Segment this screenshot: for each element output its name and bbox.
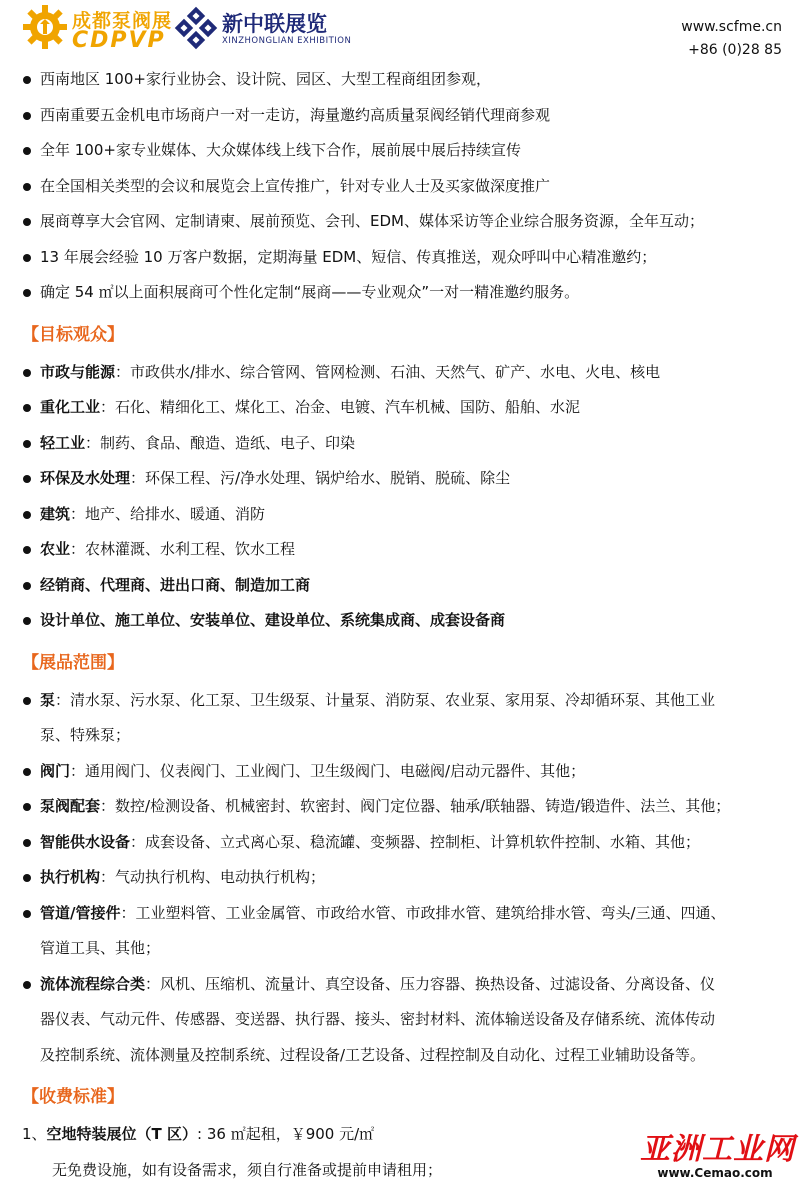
exhibit-item [22,860,786,896]
audience-text: 石化、精细化工、煤化工、冶金、电镀、汽车机械、国防、船舶、水泥 [115,398,581,416]
separator: ： [70,504,86,523]
audience-label: 轻工业 [40,433,86,452]
xinzhonglian-logo-en: XINZHONGLIAN EXHIBITION [222,36,352,46]
promo-item: 13 年展会经验 10 万客户数据，定期海量 EDM、短信、传真推送，观众呼叫中心精准邀约； [22,240,786,276]
exhibit-label: 智能供水设备 [40,832,131,851]
separator: ： [85,433,101,452]
separator: ： [115,362,131,381]
xinzhonglian-mark-icon [174,6,218,50]
promo-item: 西南地区 100+家行业协会、设计院、园区、大型工程商组团参观， [22,62,786,98]
separator: ： [100,797,116,815]
audience-label: 经销商、代理商、进出口商、制造加工商 [40,575,311,594]
audience-item [22,497,786,533]
promo-item: 全年 100+家专业媒体、大众媒体线上线下合作，展前展中展后持续宣传 [22,133,786,169]
audience-label: 环保及水处理 [40,469,131,487]
separator: ： [70,761,86,780]
exhibit-scope-heading: 【展品范围】 [22,652,124,673]
exhibit-label: 管道/管接件 [40,903,121,922]
website-link[interactable]: www.scfme.cn [681,19,782,35]
xinzhonglian-logo-cn: 新中联展览 [222,12,327,36]
audience-list [22,355,786,639]
watermark-title: 亚洲工业网 [640,1132,795,1167]
exhibit-item-continuation: 器仪表、气动元件、传感器、变送器、执行器、接头、密封材料、流体输送设备及存储系统、流体传动 [40,1010,716,1028]
separator: ： [120,903,136,922]
audience-label: 市政与能源 [40,362,116,381]
exhibit-text: 通用阀门、仪表阀门、工业阀门、卫生级阀门、电磁阀/启动元器件、其他； [85,761,586,780]
fee-label: 空地特装展位（T 区） [46,1125,198,1143]
fee-note: 无免费设施，如有设备需求，须自行准备或提前申请租用； [52,1160,443,1179]
exhibit-item [22,789,786,825]
exhibit-item [22,896,786,932]
exhibit-list [22,683,786,1074]
separator: ： [145,974,161,993]
cdpvp-logo-cn: 成都泵阀展 [72,10,173,32]
exhibit-item-continuation: 泵、特殊泵； [40,726,131,744]
fee-number: 1、 [22,1125,47,1143]
exhibit-label: 流体流程综合类 [40,974,146,993]
exhibit-text: 成套设备、立式离心泵、稳流罐、变频器、控制柜、计算机软件控制、水箱、其他； [145,832,701,851]
exhibit-item [22,754,786,790]
exhibit-text: 风机、压缩机、流量计、真空设备、压力容器、换热设备、过滤设备、分离设备、仪 [160,974,716,993]
cdpvp-logo[interactable] [22,4,172,54]
exhibit-item [22,683,786,719]
separator: ： [100,398,116,416]
promo-item: 确定 54 ㎡以上面积展商可个性化定制“展商——专业观众”一对一精准邀约服务。 [22,275,786,311]
audience-item [22,568,786,604]
audience-item [22,461,786,497]
promo-item: 在全国相关类型的会议和展览会上宣传推广，针对专业人士及买家做深度推广 [22,169,786,205]
audience-item [22,532,786,568]
exhibit-text: 数控/检测设备、机械密封、软密封、阀门定位器、轴承/联轴器、铸造/锻造件、法兰、其他； [115,797,731,815]
watermark-url: www.Cemao.com [657,1166,773,1180]
audience-text: 市政供水/排水、综合管网、管网检测、石油、天然气、矿产、水电、火电、核电 [130,362,661,381]
cdpvp-logo-en: CDPVP [72,28,166,53]
audience-text: 制药、食品、酿造、造纸、电子、印染 [100,433,356,452]
watermark [640,1132,795,1182]
gear-logo-icon [22,4,68,50]
audience-item [22,390,786,426]
audience-text: 环保工程、污/净水处理、锅炉给水、脱销、脱硫、除尘 [145,469,511,487]
contact-info [681,16,782,62]
fee-text: : 36 ㎡起租，￥900 元/㎡ [197,1125,375,1143]
separator: ： [130,832,146,851]
exhibit-text: 清水泵、污水泵、化工泵、卫生级泵、计量泵、消防泵、农业泵、家用泵、冷却循环泵、其他工业 [70,690,716,709]
exhibit-item-continuation: 管道工具、其他； [40,939,161,957]
exhibit-text: 气动执行机构、电动执行机构； [115,868,326,886]
exhibit-item-continuation: 及控制系统、流体测量及控制系统、过程设备/工艺设备、过程控制及自动化、过程工业辅助设备等。 [40,1045,706,1064]
audience-item [22,426,786,462]
promo-item: 西南重要五金机电市场商户一对一走访，海量邀约高质量泵阀经销代理商参观 [22,98,786,134]
target-audience-heading: 【目标观众】 [22,324,124,345]
audience-label: 设计单位、施工单位、安装单位、建设单位、系统集成商、成套设备商 [40,611,506,629]
phone-number: +86 (0)28 85 [688,42,782,58]
exhibit-label: 执行机构 [40,868,101,886]
promo-list [22,62,786,311]
audience-text: 农林灌溉、水利工程、饮水工程 [85,540,296,558]
audience-label: 建筑 [40,504,71,523]
separator: ： [130,469,146,487]
fee-standard-heading: 【收费标准】 [22,1087,124,1107]
audience-label: 重化工业 [40,398,101,416]
audience-item [22,603,786,639]
exhibit-label: 泵 [40,690,56,709]
main-content [22,62,786,1188]
audience-text: 地产、给排水、暖通、消防 [85,504,266,523]
separator: ： [55,690,71,709]
audience-label: 农业 [40,540,71,558]
exhibit-item [22,825,786,861]
xinzhonglian-logo[interactable] [174,6,354,54]
exhibit-label: 阀门 [40,761,71,780]
exhibit-text: 工业塑料管、工业金属管、市政给水管、市政排水管、建筑给排水管、弯头/三通、四通、 [135,903,726,922]
audience-item [22,355,786,391]
promo-item: 展商尊享大会官网、定制请柬、展前预览、会刊、EDM、媒体采访等企业综合服务资源，全年互动； [22,204,786,240]
separator: ： [70,540,86,558]
separator: ： [100,868,116,886]
exhibit-label: 泵阀配套 [40,797,101,815]
header [0,0,800,64]
exhibit-item [22,967,786,1003]
